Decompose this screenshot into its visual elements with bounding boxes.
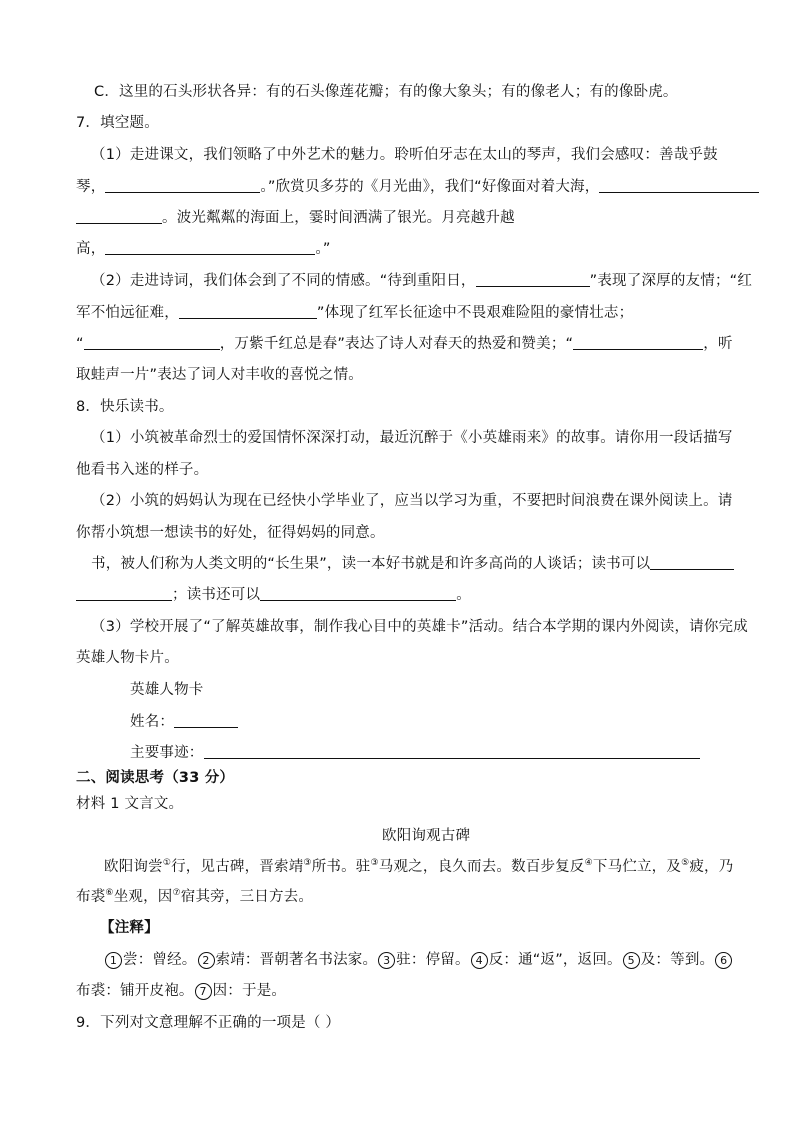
- text-segment: 军不怕远征难，: [76, 305, 179, 321]
- text-segment: （2）走进诗词，我们体会到了不同的情感。“待到重阳日，: [91, 273, 476, 289]
- footnote-ref: ①: [162, 858, 172, 869]
- name-label: 姓名：: [130, 714, 175, 730]
- note-number: 6: [715, 952, 732, 969]
- text-segment: ，听: [703, 336, 733, 352]
- text-segment: 。”欣赏贝多芬的《月光曲》，我们“好像面对着大海，: [260, 179, 600, 195]
- note-text: 尝：曾经。: [123, 952, 197, 968]
- note-text: 反：通“返”，返回。: [488, 952, 622, 968]
- answer-blank[interactable]: [260, 586, 456, 601]
- q8-part3-line1: （3）学校开展了“了解英雄故事，制作我心目中的英雄卡”活动。结合本学期的课内外阅读，请你完成: [91, 619, 748, 635]
- q7-part1-line4: [76, 239, 331, 259]
- footnote-ref: ⑥: [105, 888, 114, 899]
- passage-line2: [76, 887, 313, 907]
- note-text: 索靖：晋朝著名书法家。: [215, 952, 378, 968]
- answer-blank[interactable]: [573, 335, 703, 350]
- footnote-ref: ⑦: [172, 888, 181, 899]
- q8-part2-line2: 你帮小筑想一想读书的好处，征得妈妈的同意。: [76, 525, 385, 541]
- deeds-input-blank[interactable]: [204, 744, 700, 759]
- answer-blank[interactable]: [76, 209, 162, 224]
- q8-part1-line1: （1）小筑被革命烈士的爱国情怀深深打动，最近沉醉于《小英雄雨来》的故事。请你用一段话描写: [91, 430, 733, 446]
- note-text: 因：于是。: [212, 983, 287, 999]
- material-1-label: 材料 1 文言文。: [76, 796, 184, 812]
- answer-blank[interactable]: [476, 272, 590, 287]
- question-7-title: 7．填空题。: [76, 115, 159, 131]
- option-c: C．这里的石头形状各异：有的石头像莲花瓣；有的像大象头；有的像老人；有的像卧虎。: [94, 84, 678, 100]
- question-9-title: 9．下列对文意理解不正确的一项是（ ）: [76, 1015, 341, 1031]
- text-segment: “: [76, 336, 84, 352]
- q7-part2-line2: [76, 303, 633, 323]
- hero-card-name-row: [130, 712, 238, 732]
- text-segment: 马观之，良久而去。数百步复反: [378, 859, 585, 875]
- hero-card-deeds-row: [130, 743, 700, 763]
- text-segment: 。波光粼粼的海面上，霎时间洒满了银光。月亮越升越: [162, 210, 515, 226]
- answer-blank[interactable]: [179, 304, 317, 319]
- deeds-label: 主要事迹：: [130, 745, 204, 761]
- q8-part1-line2: 他看书入迷的样子。: [76, 462, 209, 478]
- note-number: 4: [471, 952, 488, 969]
- text-segment: ”表现了深厚的友情；“红: [589, 273, 753, 289]
- text-segment: ；读书还可以: [172, 587, 261, 603]
- text-segment: 琴，: [76, 179, 106, 195]
- q7-part2-line3: [76, 334, 733, 354]
- text-segment: 。”: [315, 241, 331, 257]
- text-segment: ，万紫千红总是春”表达了诗人对春天的热爱和赞美；“: [219, 336, 574, 352]
- note-text: 布裘：铺开皮袍。: [76, 983, 194, 999]
- q8-part3-line2: 英雄人物卡片。: [76, 650, 179, 666]
- text-segment: 宿其旁，三日方去。: [180, 889, 314, 905]
- answer-blank[interactable]: [599, 178, 759, 193]
- answer-blank[interactable]: [84, 335, 220, 350]
- text-segment: 。: [456, 587, 471, 603]
- hero-card-title: 英雄人物卡: [130, 682, 204, 698]
- answer-blank[interactable]: [105, 178, 260, 193]
- q7-part2-line1: [91, 271, 752, 291]
- notes-line2: [76, 981, 286, 1001]
- q7-part1-line1: （1）走进课文，我们领略了中外艺术的魅力。聆听伯牙志在太山的琴声，我们会感叹：善哉乎鼓: [91, 147, 718, 163]
- q8-part2-line1: （2）小筑的妈妈认为现在已经快小学毕业了，应当以学习为重，不要把时间浪费在课外阅读上。请: [91, 493, 733, 509]
- footnote-ref: ⑤: [681, 858, 690, 869]
- note-text: 驻：停留。: [396, 952, 470, 968]
- answer-blank[interactable]: [650, 555, 734, 570]
- note-number: 3: [378, 952, 395, 969]
- q7-part1-line3: [76, 208, 515, 228]
- notes-line1: [104, 950, 733, 970]
- note-number: 2: [198, 952, 215, 969]
- notes-heading: 【注释】: [100, 920, 159, 936]
- q7-part1-line2: [76, 177, 759, 197]
- text-segment: 高，: [76, 241, 106, 257]
- text-segment: ”体现了红军长征途中不畏艰难险阻的豪情壮志；: [316, 305, 634, 321]
- answer-blank[interactable]: [105, 240, 315, 255]
- text-segment: 所书。驻: [311, 859, 371, 875]
- text-segment: 疲，乃: [689, 859, 734, 875]
- text-segment: 行，见古碑，晋索靖: [171, 859, 304, 875]
- question-8-title: 8．快乐读书。: [76, 399, 174, 415]
- footnote-ref: ③: [303, 858, 312, 869]
- note-number: 5: [623, 952, 640, 969]
- name-input-blank[interactable]: [174, 713, 238, 728]
- q8-part2-line3: [91, 554, 734, 574]
- section-2-heading: 二、阅读思考（33 分）: [76, 770, 235, 786]
- text-segment: 欧阳询尝: [104, 859, 163, 875]
- passage-title: 欧阳询观古碑: [382, 828, 471, 844]
- q7-part2-line4: 取蛙声一片”表达了词人对丰收的喜悦之情。: [76, 367, 364, 383]
- footnote-ref: ③: [370, 858, 379, 869]
- footnote-ref: ④: [584, 858, 593, 869]
- note-number: 1: [105, 952, 122, 969]
- note-number: 7: [195, 983, 212, 1000]
- answer-blank[interactable]: [76, 586, 172, 601]
- text-segment: 书，被人们称为人类文明的“长生果”，读一本好书就是和许多高尚的人谈话；读书可以: [91, 556, 651, 572]
- text-segment: 坐观，因: [113, 889, 173, 905]
- note-text: 及：等到。: [640, 952, 715, 968]
- text-segment: 布裘: [76, 889, 106, 905]
- passage-line1: [104, 857, 733, 877]
- text-segment: 下马伫立，及: [592, 859, 682, 875]
- q8-part2-line4: [76, 585, 471, 605]
